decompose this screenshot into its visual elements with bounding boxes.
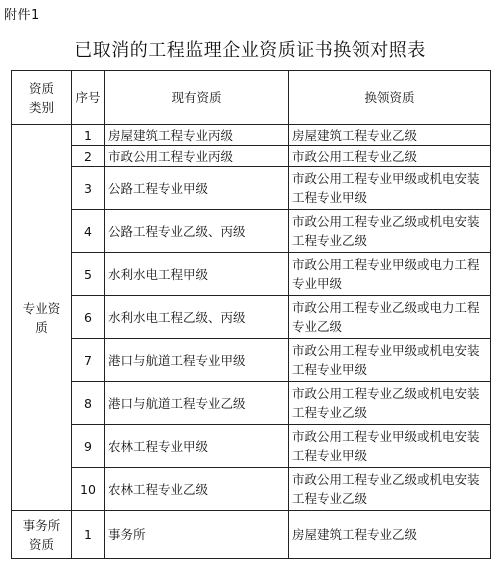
row-number: 10 bbox=[72, 468, 105, 511]
header-category: 资质 类别 bbox=[12, 71, 72, 125]
header-current-qualification: 现有资质 bbox=[105, 71, 289, 125]
row-current: 港口与航道工程专业甲级 bbox=[105, 339, 289, 382]
table-row bbox=[12, 468, 491, 511]
document-title: 已取消的工程监理企业资质证书换领对照表 bbox=[74, 40, 426, 61]
attachment-label: 附件1 bbox=[4, 8, 40, 23]
table-row bbox=[12, 253, 491, 296]
row-number: 5 bbox=[72, 253, 105, 296]
row-number: 3 bbox=[72, 167, 105, 210]
qualification-table bbox=[11, 70, 491, 559]
row-exchanged: 市政公用工程专业甲级或电力工程专业甲级 bbox=[289, 253, 491, 296]
row-current: 农林工程专业甲级 bbox=[105, 425, 289, 468]
row-exchanged: 房屋建筑工程专业乙级 bbox=[289, 125, 491, 146]
row-exchanged: 市政公用工程专业乙级或机电安装工程专业乙级 bbox=[289, 382, 491, 425]
header-exchanged-qualification: 换领资质 bbox=[289, 71, 491, 125]
table-header-row bbox=[12, 71, 491, 125]
table-row bbox=[12, 296, 491, 339]
row-exchanged: 市政公用工程专业乙级或机电安装工程专业乙级 bbox=[289, 468, 491, 511]
table-row bbox=[12, 210, 491, 253]
row-exchanged: 市政公用工程专业甲级或机电安装工程专业甲级 bbox=[289, 339, 491, 382]
row-current: 水利水电工程甲级 bbox=[105, 253, 289, 296]
header-number: 序号 bbox=[72, 71, 105, 125]
row-exchanged: 市政公用工程专业乙级或机电安装工程专业乙级 bbox=[289, 210, 491, 253]
row-current: 公路工程专业乙级、丙级 bbox=[105, 210, 289, 253]
table-row bbox=[12, 125, 491, 146]
row-exchanged: 市政公用工程专业甲级或机电安装工程专业甲级 bbox=[289, 167, 491, 210]
table-row bbox=[12, 511, 491, 559]
table-row bbox=[12, 425, 491, 468]
row-current: 房屋建筑工程专业丙级 bbox=[105, 125, 289, 146]
row-number: 1 bbox=[72, 125, 105, 146]
row-current: 公路工程专业甲级 bbox=[105, 167, 289, 210]
row-current: 港口与航道工程专业乙级 bbox=[105, 382, 289, 425]
category-professional: 专业资 质 bbox=[12, 125, 72, 511]
table-row bbox=[12, 339, 491, 382]
row-number: 8 bbox=[72, 382, 105, 425]
row-number: 7 bbox=[72, 339, 105, 382]
row-current: 水利水电工程乙级、丙级 bbox=[105, 296, 289, 339]
row-exchanged: 市政公用工程专业乙级 bbox=[289, 146, 491, 167]
row-number: 1 bbox=[72, 511, 105, 559]
row-current: 事务所 bbox=[105, 511, 289, 559]
table-row bbox=[12, 146, 491, 167]
table-row bbox=[12, 167, 491, 210]
row-current: 农林工程专业乙级 bbox=[105, 468, 289, 511]
row-current: 市政公用工程专业丙级 bbox=[105, 146, 289, 167]
row-number: 9 bbox=[72, 425, 105, 468]
category-firm: 事务所 资质 bbox=[12, 511, 72, 559]
row-exchanged: 市政公用工程专业乙级或电力工程专业乙级 bbox=[289, 296, 491, 339]
row-exchanged: 房屋建筑工程专业乙级 bbox=[289, 511, 491, 559]
table-row bbox=[12, 382, 491, 425]
row-exchanged: 市政公用工程专业甲级或机电安装工程专业甲级 bbox=[289, 425, 491, 468]
row-number: 6 bbox=[72, 296, 105, 339]
row-number: 4 bbox=[72, 210, 105, 253]
row-number: 2 bbox=[72, 146, 105, 167]
